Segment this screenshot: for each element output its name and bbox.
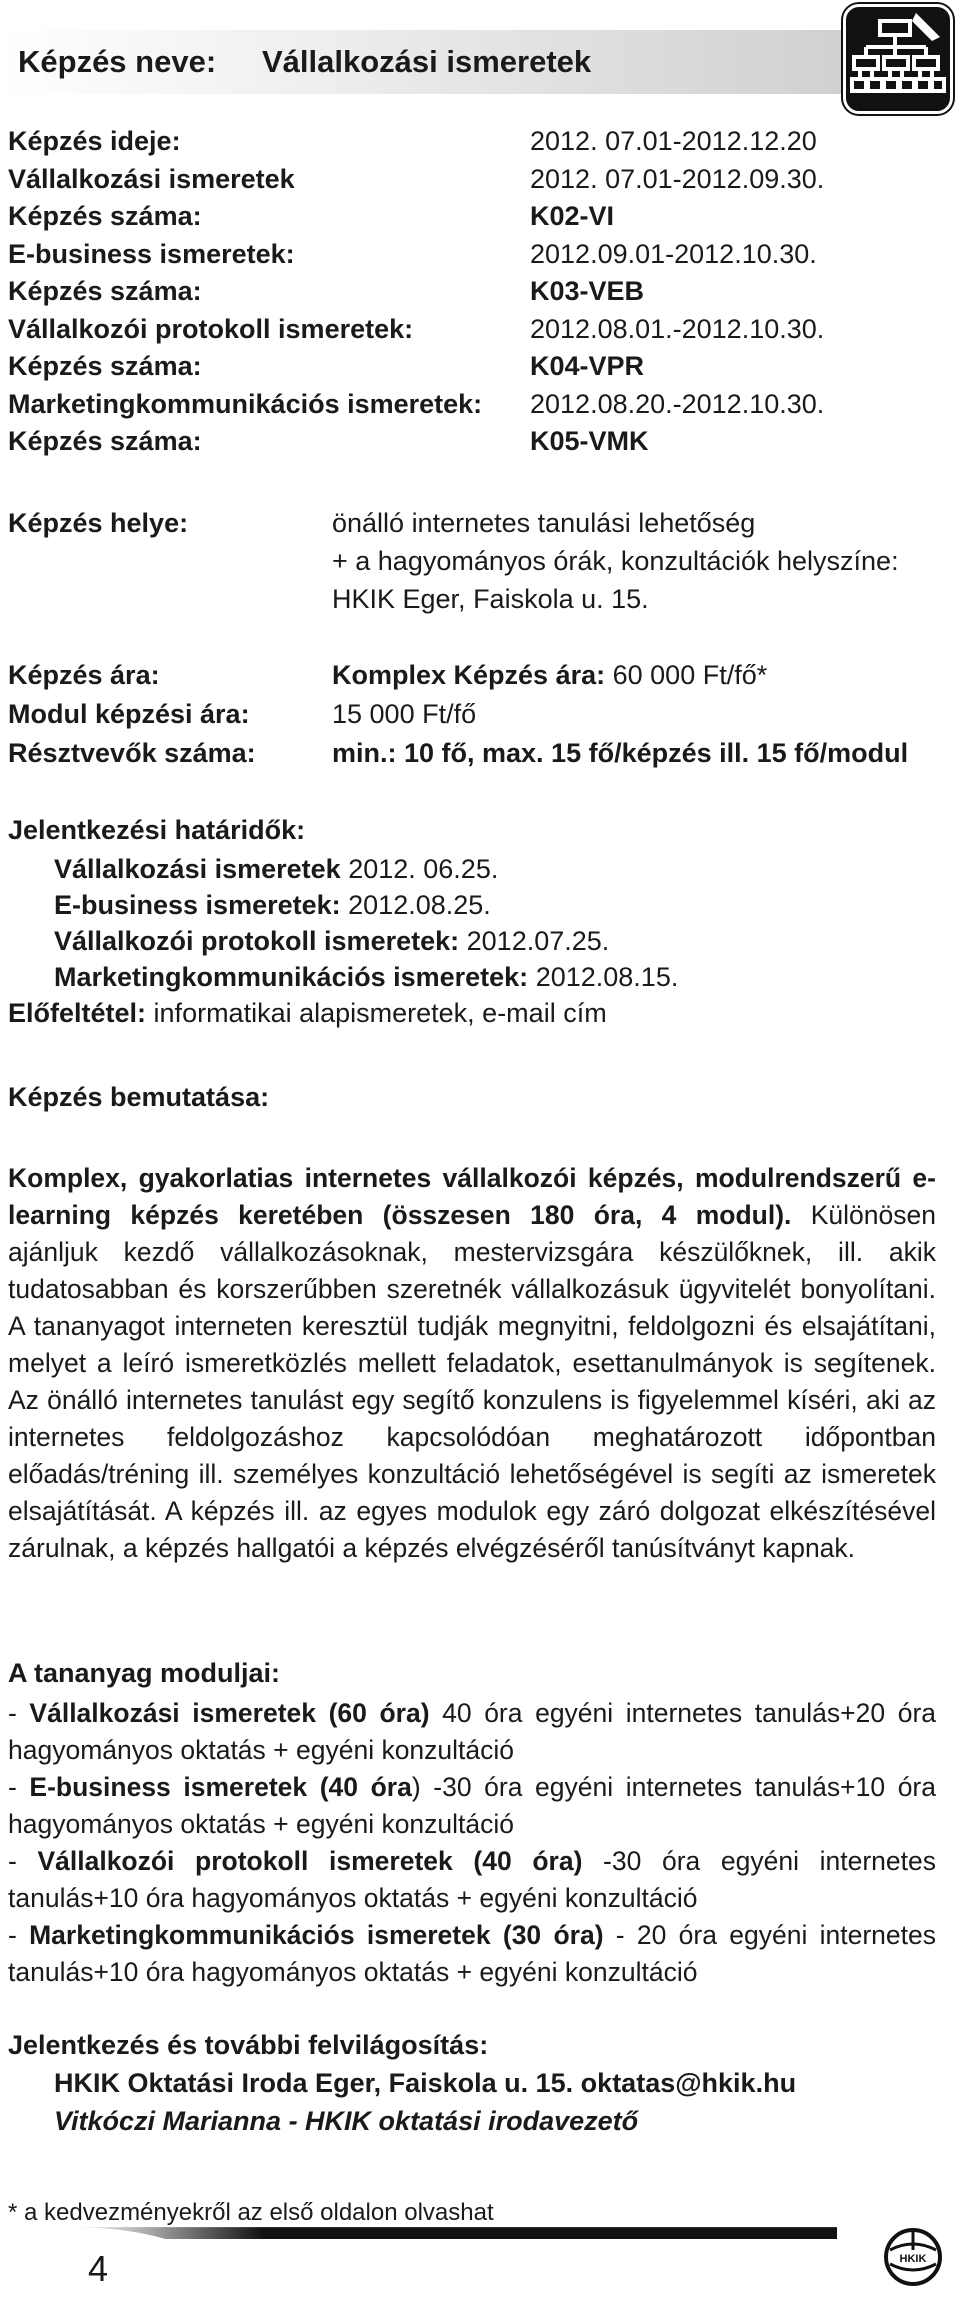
page-number: 4: [88, 2248, 109, 2289]
module-price-label: Modul képzési ára:: [8, 699, 250, 729]
schedule-value: K03-VEB: [530, 276, 645, 306]
footnote: * a kedvezményekről az első oldalon olvashat: [8, 2199, 494, 2226]
deadlines-title: Jelentkezési határidők:: [8, 815, 306, 845]
schedule-value: 2012. 07.01-2012.09.30.: [530, 163, 825, 194]
location-line-2: + a hagyományos órák, konzultációk helyszíne:: [332, 546, 899, 576]
schedule-label: Képzés száma:: [8, 351, 202, 381]
deadline-item-2: E-business ismeretek: 2012.08.25.: [54, 890, 491, 920]
schedule-label: Képzés száma:: [8, 426, 202, 456]
schedule-value: K02-VI: [530, 201, 615, 231]
hkik-logo-icon: [882, 2226, 944, 2288]
hkik-logo-text: HKIK: [899, 2253, 927, 2265]
contact-line-2: Vitkóczi Marianna - HKIK oktatási irodavezető: [54, 2106, 639, 2136]
footer-bar: [0, 2222, 960, 2256]
module-item-1: - Vállalkozási ismeretek (60 óra) 40 óra egyéni internetes tanulás+20 óra hagyományos oktatás + egyéni konzultáció: [8, 1698, 937, 1765]
location-label: Képzés helye:: [8, 508, 189, 538]
schedule-label: E-business ismeretek:: [8, 238, 295, 269]
price-value-bold: Komplex Képzés ára:: [332, 660, 606, 690]
schedule-value: 2012.08.01.-2012.10.30.: [530, 313, 825, 344]
schedule-label: Képzés száma:: [8, 201, 202, 231]
prerequisite: Előfeltétel: informatikai alapismeretek, e-mail cím: [8, 998, 607, 1028]
location-line-1: önálló internetes tanulási lehetőség: [332, 508, 756, 538]
training-logo-icon: [843, 4, 953, 114]
intro-title: Képzés bemutatása:: [8, 1082, 270, 1112]
price-label: Képzés ára:: [8, 660, 160, 690]
schedule-label: Vállalkozási ismeretek: [8, 163, 295, 194]
course-name-label: Képzés neve:: [18, 44, 217, 79]
participants-label: Résztvevők száma:: [8, 738, 256, 768]
schedule-value: K04-VPR: [530, 351, 645, 381]
module-price-value: 15 000 Ft/fő: [332, 699, 477, 729]
schedule-label: Képzés száma:: [8, 276, 202, 306]
schedule-label: Marketingkommunikációs ismeretek:: [8, 388, 483, 419]
schedule-value: K05-VMK: [530, 426, 649, 456]
location-line-3: HKIK Eger, Faiskola u. 15.: [332, 584, 649, 614]
module-item-3: - Vállalkozói protokoll ismeretek (40 óra) -30 óra egyéni internetes tanulás+10 óra hagyományos oktatás + egyéni konzultáció: [8, 1846, 936, 1913]
price-value: [332, 660, 767, 691]
course-name-value: Vállalkozási ismeretek: [262, 44, 592, 79]
schedule-value: 2012. 07.01-2012.12.20: [530, 126, 817, 156]
modules-title: A tananyag moduljai:: [8, 1658, 281, 1688]
contact-title: Jelentkezés és további felvilágosítás:: [8, 2030, 489, 2060]
module-item-2: - E-business ismeretek (40 óra) -30 óra egyéni internetes tanulás+10 óra hagyományos oktatás + egyéni konzultáció: [8, 1772, 936, 1839]
schedule-value: 2012.09.01-2012.10.30.: [530, 238, 817, 269]
intro-paragraph: [8, 1160, 936, 1567]
intro-bold: Komplex, gyakorlatias internetes vállalkozói képzés, modulrendszerű e-learning képzés keretében (összesen 180 óra, 4 modul).: [8, 1163, 936, 1230]
schedule-label: Képzés ideje:: [8, 126, 181, 156]
deadline-item-1: Vállalkozási ismeretek 2012. 06.25.: [54, 854, 499, 884]
deadline-item-3: Vállalkozói protokoll ismeretek: 2012.07.25.: [54, 926, 610, 956]
intro-text: Különösen ajánljuk kezdő vállalkozásoknak, mestervizsgára készülőknek, ill. akik tudatosabban és korszerűbben szeretnék vállalkozásuk ügyvitelét bonyolítani. A tananyagot interneten keresztül tudják megnyitni, feldolgozni és elsajátítani, melyet a leíró ismeretközlés mellett feladatok, esettanulmányok is segítenek. Az önálló internetes tanulást egy segítő konzulens is figyelemmel kíséri, aki az internetes feldolgozáshoz kapcsolódóan meghatározott időpontban előadás/tréning ill. személyes konzultáció lehetőségével is segíti az ismeretek elsajátítását. A képzés ill. az egyes modulok egy záró dolgozat elkészítésével zárulnak, a képzés hallgatói a képzés elvégzéséről tanúsítványt kapnak.: [8, 1200, 936, 1563]
participants-value: min.: 10 fő, max. 15 fő/képzés ill. 15 fő/modul: [332, 738, 909, 768]
contact-line-1: HKIK Oktatási Iroda Eger, Faiskola u. 15. oktatas@hkik.hu: [54, 2068, 797, 2098]
deadline-item-4: Marketingkommunikációs ismeretek: 2012.08.15.: [54, 962, 679, 992]
module-item-4: - Marketingkommunikációs ismeretek (30 óra) - 20 óra egyéni internetes tanulás+10 óra hagyományos oktatás + egyéni konzultáció: [8, 1920, 936, 1987]
price-amount: 60 000 Ft/fő*: [612, 660, 768, 690]
schedule-value: 2012.08.20.-2012.10.30.: [530, 388, 825, 419]
schedule-label: Vállalkozói protokoll ismeretek:: [8, 313, 414, 344]
